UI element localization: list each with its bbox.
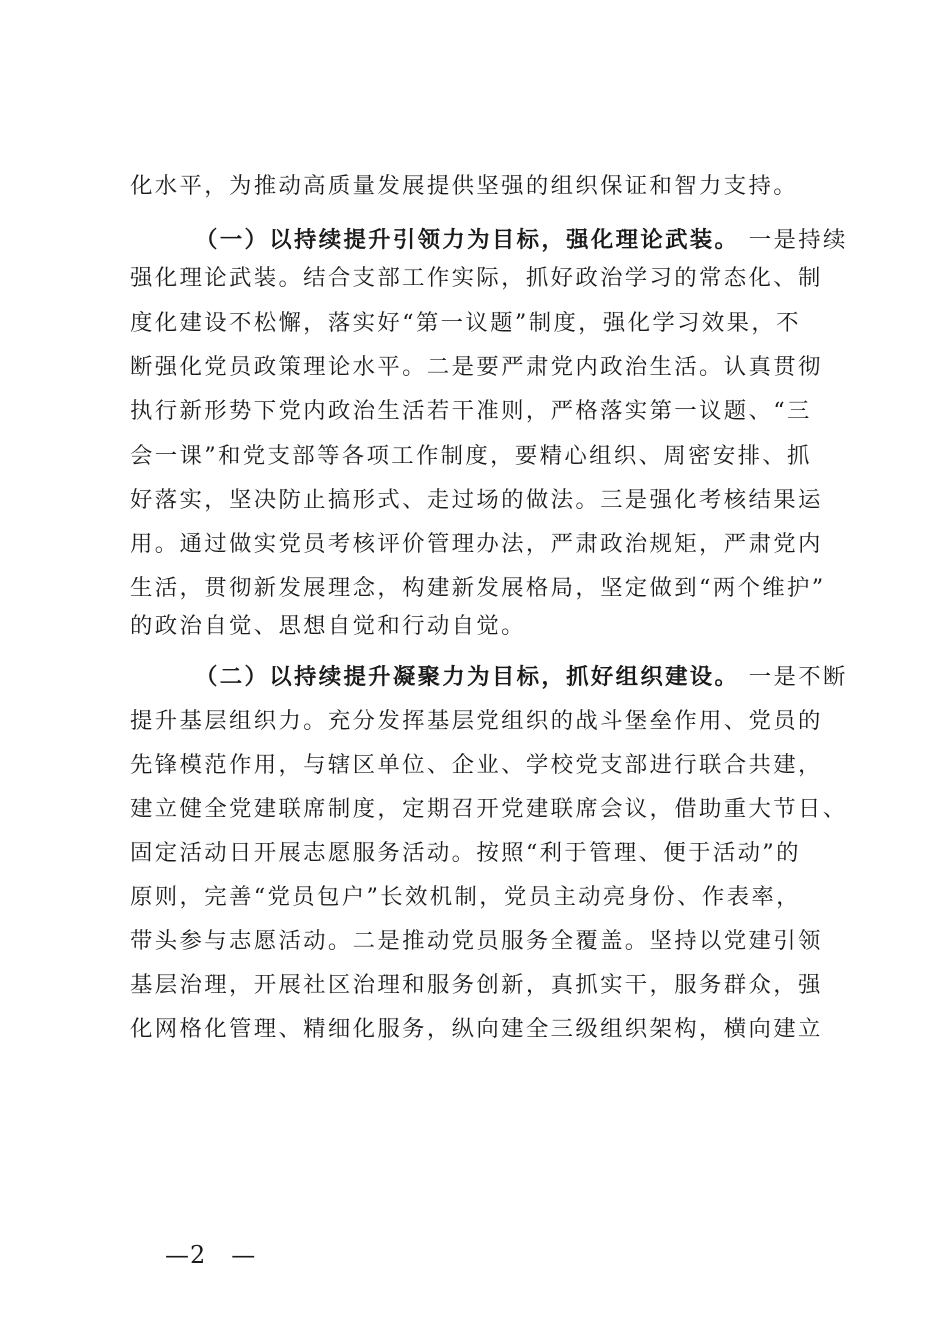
line-text: 化网格化管理、精细化服务，纵向建全三级组织架构，横向建立 (130, 1016, 823, 1042)
body-text-line (130, 568, 840, 608)
line-text: 用。通过做实党员考核评价管理办法，严肃政治规矩，严肃党内 (130, 531, 823, 557)
body-text-line (130, 789, 848, 829)
body-text-line (130, 258, 840, 298)
body-text-line (130, 745, 840, 785)
body-text-line (130, 303, 840, 343)
line-text: 固定活动日开展志愿服务活动。按照“利于管理、便于活动”的 (130, 840, 801, 866)
body-text-line (130, 606, 840, 646)
line-text: 断强化党员政策理论水平。二是要严肃党内政治生活。认真贯彻 (130, 354, 823, 380)
line-text: 带头参与志愿活动。二是推动党员服务全覆盖。坚持以党建引领 (130, 928, 823, 954)
line-text: 好落实，坚决防止搞形式、走过场的做法。三是强化考核结果运 (130, 487, 823, 513)
body-text-line (130, 965, 840, 1005)
line-text: 会一课”和党支部等各项工作制度，要精心组织、周密安排、抓 (130, 443, 812, 469)
line-text: 执行新形势下党内政治生活若干准则，严格落实第一议题、“三 (130, 398, 812, 424)
body-text-line (130, 347, 840, 387)
body-text-line (130, 436, 840, 476)
body-text-line (130, 833, 840, 873)
line-text: 基层治理，开展社区治理和服务创新，真抓实干，服务群众，强 (130, 972, 823, 998)
section-heading: （二）以持续提升凝聚力为目标，抓好组织建设。 (195, 664, 740, 690)
line-text: 生活，贯彻新发展理念，构建新发展格局，坚定做到“两个维护” (130, 575, 826, 601)
body-text-line (130, 524, 840, 564)
line-text: 原则，完善“党员包户”长效机制，党员主动亮身份、作表率， (130, 884, 801, 910)
body-text-line (130, 701, 840, 741)
line-text: 强化理论武装。结合支部工作实际，抓好政治学习的常态化、制 (130, 265, 823, 291)
line-text: 一是持续 (748, 227, 848, 253)
line-text: 化水平，为推动高质量发展提供坚强的组织保证和智力支持。 (130, 173, 798, 199)
line-text: 度化建设不松懈，落实好“第一议题”制度，强化学习效果，不 (130, 310, 801, 336)
body-text-line (130, 480, 840, 520)
line-text: 先锋模范作用，与辖区单位、企业、学校党支部进行联合共建， (130, 752, 823, 778)
body-text-line (130, 921, 840, 961)
line-text: 建立健全党建联席制度，定期召开党建联席会议，借助重大节日、 (130, 796, 848, 822)
page-number: —2 — (165, 1241, 257, 1269)
section-heading-line (195, 657, 848, 697)
body-text-line (130, 877, 840, 917)
section-heading-line (195, 220, 848, 260)
body-text-line (130, 391, 840, 431)
line-text: 的政治自觉、思想自觉和行动自觉。 (130, 613, 526, 639)
line-text: 一是不断 (748, 664, 848, 690)
body-text-line (130, 1009, 840, 1049)
line-text: 提升基层组织力。充分发挥基层党组织的战斗堡垒作用、党员的 (130, 708, 823, 734)
section-heading: （一）以持续提升引领力为目标，强化理论武装。 (195, 227, 740, 253)
body-text-line (130, 166, 840, 206)
